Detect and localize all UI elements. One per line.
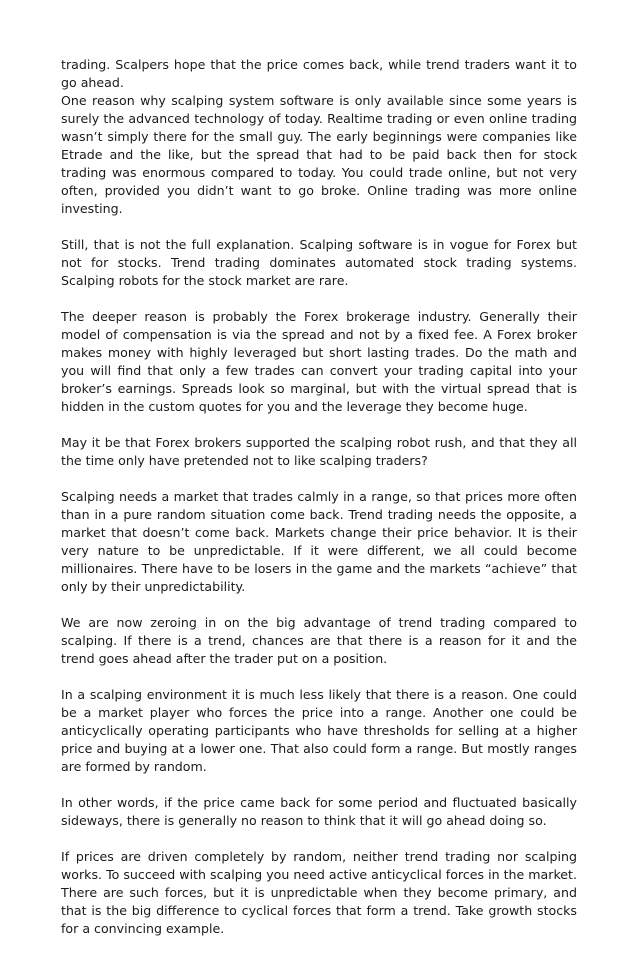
paragraph-2: One reason why scalping system software is only available since some years is surely the advanced technology of today. Realtime trading or even online trading wasn’t simply there for the small guy. The early beginnings were companies like Etrade and the like, but the spread that had to be paid back then for stock trading was enormous compared to today. You could trade online, but not very often, provided you didn’t want to go broke. Online trading was more online investing. xyxy=(61,93,577,216)
paragraph-1: trading. Scalpers hope that the price comes back, while trend traders want it to go ahead. xyxy=(61,57,577,90)
paragraph-4: The deeper reason is probably the Forex brokerage industry. Generally their model of compensation is via the spread and not by a fixed fee. A Forex broker makes money with highly leveraged but short lasting trades. Do the math and you will find that only a few trades can convert your trading capital into your broker’s earnings. Spreads look so marginal, but with the virtual spread that is hidden in the custom quotes for you and the leverage they become huge. xyxy=(61,309,577,414)
paragraph-7: We are now zeroing in on the big advantage of trend trading compared to scalping. If there is a trend, chances are that there is a reason for it and the trend goes ahead after the trader put on a position. xyxy=(61,615,577,666)
paragraph-10: If prices are driven completely by random, neither trend trading nor scalping works. To succeed with scalping you need active anticyclical forces in the market. There are such forces, but it is unpredictable when they become primary, and that is the big difference to cyclical forces that form a trend. Take growth stocks for a convincing example. xyxy=(61,849,577,936)
paragraph-8: In a scalping environment it is much less likely that there is a reason. One could be a market player who forces the price into a range. Another one could be anticyclically operating participants who have thresholds for selling at a higher price and buying at a lower one. That also could form a range. But mostly ranges are formed by random. xyxy=(61,687,577,774)
paragraph-9: In other words, if the price came back for some period and fluctuated basically sideways, there is generally no reason to think that it will go ahead doing so. xyxy=(61,795,577,828)
paragraph-6: Scalping needs a market that trades calmly in a range, so that prices more often than in a pure random situation come back. Trend trading needs the opposite, a market that doesn’t come back. Markets change their price behavior. It is their very nature to be unpredictable. If it were different, we all could become millionaires. There have to be losers in the game and the markets “achieve” that only by their unpredictability. xyxy=(61,489,577,594)
paragraph-3: Still, that is not the full explanation. Scalping software is in vogue for Forex but not for stocks. Trend trading dominates automated stock trading systems. Scalping robots for the stock market are rare. xyxy=(61,237,577,288)
paragraph-5: May it be that Forex brokers supported the scalping robot rush, and that they all the time only have pretended not to like scalping traders? xyxy=(61,435,577,468)
document-page xyxy=(61,56,577,956)
